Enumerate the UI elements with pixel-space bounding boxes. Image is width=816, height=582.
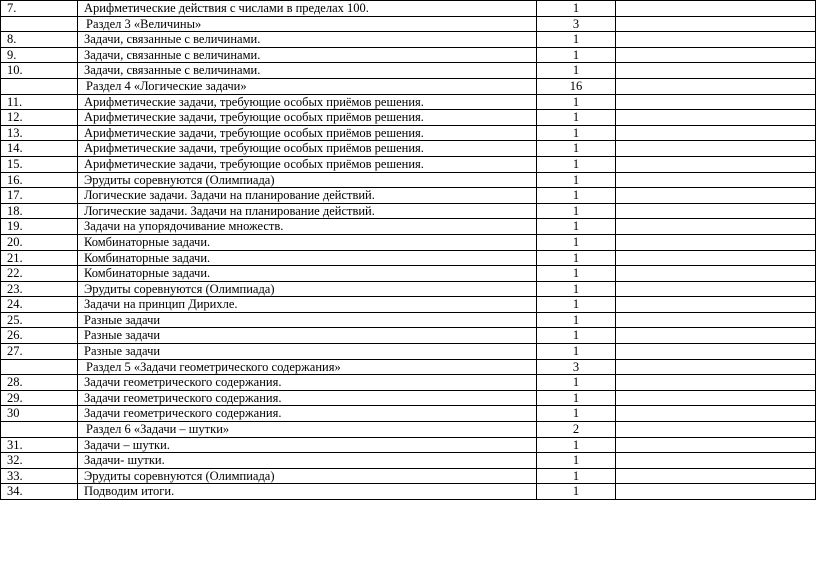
hours-cell: 1: [537, 375, 616, 391]
section-row: [1, 16, 816, 32]
empty-cell: [616, 484, 816, 500]
table-row: [1, 125, 816, 141]
table-row: [1, 219, 816, 235]
hours-cell: 1: [537, 63, 616, 79]
hours-cell: 1: [537, 328, 616, 344]
hours-cell: 1: [537, 250, 616, 266]
table-row: [1, 32, 816, 48]
hours-cell: 1: [537, 484, 616, 500]
empty-cell: [616, 94, 816, 110]
lesson-number-cell: 21.: [1, 250, 78, 266]
lesson-topic-cell: Арифметические задачи, требующие особых приёмов решения.: [78, 141, 537, 157]
table-row: [1, 156, 816, 172]
hours-cell: 1: [537, 468, 616, 484]
lesson-topic-cell: Эрудиты соревнуются (Олимпиада): [78, 468, 537, 484]
table-row: [1, 453, 816, 469]
hours-cell: 1: [537, 219, 616, 235]
table-row: [1, 172, 816, 188]
empty-cell: [616, 156, 816, 172]
lesson-number-cell: 18.: [1, 203, 78, 219]
lesson-topic-cell: Арифметические задачи, требующие особых приёмов решения.: [78, 110, 537, 126]
table-row: [1, 312, 816, 328]
empty-cell: [616, 125, 816, 141]
table-row: [1, 1, 816, 17]
lesson-topic-cell: Задачи, связанные с величинами.: [78, 63, 537, 79]
empty-cell: [616, 1, 816, 17]
hours-cell: 1: [537, 406, 616, 422]
lesson-number-cell: 30: [1, 406, 78, 422]
lesson-topic-cell: Комбинаторные задачи.: [78, 266, 537, 282]
hours-cell: 3: [537, 16, 616, 32]
empty-cell: [616, 32, 816, 48]
empty-cell: [616, 16, 816, 32]
hours-cell: 1: [537, 281, 616, 297]
hours-cell: 1: [537, 1, 616, 17]
table-row: [1, 203, 816, 219]
empty-cell: [616, 219, 816, 235]
empty-cell: [616, 63, 816, 79]
empty-cell: [616, 110, 816, 126]
hours-cell: 3: [537, 359, 616, 375]
lesson-topic-cell: Задачи на принцип Дирихле.: [78, 297, 537, 313]
lesson-number-cell: 28.: [1, 375, 78, 391]
empty-cell: [616, 312, 816, 328]
hours-cell: 1: [537, 312, 616, 328]
lesson-topic-cell: Разные задачи: [78, 344, 537, 360]
empty-cell: [616, 250, 816, 266]
lesson-topic-cell: Задачи, связанные с величинами.: [78, 32, 537, 48]
hours-cell: 1: [537, 297, 616, 313]
lesson-topic-cell: Эрудиты соревнуются (Олимпиада): [78, 172, 537, 188]
lesson-number-cell: 14.: [1, 141, 78, 157]
table-row: [1, 328, 816, 344]
hours-cell: 1: [537, 141, 616, 157]
hours-cell: 1: [537, 125, 616, 141]
lesson-topic-cell: Задачи геометрического содержания.: [78, 390, 537, 406]
table-row: [1, 297, 816, 313]
table-row: [1, 406, 816, 422]
hours-cell: 1: [537, 94, 616, 110]
table-row: [1, 375, 816, 391]
table-row: [1, 390, 816, 406]
empty-cell: [616, 375, 816, 391]
empty-cell: [616, 281, 816, 297]
lesson-number-cell: 8.: [1, 32, 78, 48]
lesson-topic-cell: Задачи геометрического содержания.: [78, 375, 537, 391]
lesson-topic-cell: Разные задачи: [78, 312, 537, 328]
lesson-number-cell: 22.: [1, 266, 78, 282]
empty-cell: [616, 328, 816, 344]
empty-cell: [616, 344, 816, 360]
lesson-topic-cell: Комбинаторные задачи.: [78, 250, 537, 266]
table-row: [1, 266, 816, 282]
empty-cell: [616, 422, 816, 438]
lesson-number-cell: 34.: [1, 484, 78, 500]
lesson-topic-cell: Подводим итоги.: [78, 484, 537, 500]
section-title-cell: Раздел 5 «Задачи геометрического содержания»: [78, 359, 537, 375]
lesson-number-cell: [1, 16, 78, 32]
table-row: [1, 281, 816, 297]
hours-cell: 1: [537, 344, 616, 360]
empty-cell: [616, 437, 816, 453]
table-row: [1, 484, 816, 500]
empty-cell: [616, 390, 816, 406]
lesson-number-cell: 11.: [1, 94, 78, 110]
section-title-cell: Раздел 6 «Задачи – шутки»: [78, 422, 537, 438]
empty-cell: [616, 453, 816, 469]
lesson-number-cell: 10.: [1, 63, 78, 79]
empty-cell: [616, 266, 816, 282]
hours-cell: 1: [537, 156, 616, 172]
table-row: [1, 468, 816, 484]
empty-cell: [616, 141, 816, 157]
lesson-number-cell: 29.: [1, 390, 78, 406]
empty-cell: [616, 468, 816, 484]
lesson-number-cell: 16.: [1, 172, 78, 188]
table-row: [1, 344, 816, 360]
empty-cell: [616, 78, 816, 94]
table-row: [1, 234, 816, 250]
empty-cell: [616, 188, 816, 204]
lesson-number-cell: 33.: [1, 468, 78, 484]
hours-cell: 1: [537, 188, 616, 204]
lesson-number-cell: [1, 359, 78, 375]
hours-cell: 1: [537, 110, 616, 126]
lesson-number-cell: 13.: [1, 125, 78, 141]
lesson-topic-cell: Комбинаторные задачи.: [78, 234, 537, 250]
lesson-topic-cell: Задачи геометрического содержания.: [78, 406, 537, 422]
lesson-plan-body: [1, 1, 816, 500]
lesson-number-cell: 26.: [1, 328, 78, 344]
lesson-number-cell: 27.: [1, 344, 78, 360]
lesson-topic-cell: Арифметические задачи, требующие особых приёмов решения.: [78, 94, 537, 110]
hours-cell: 1: [537, 390, 616, 406]
empty-cell: [616, 172, 816, 188]
lesson-number-cell: 24.: [1, 297, 78, 313]
hours-cell: 2: [537, 422, 616, 438]
lesson-number-cell: 23.: [1, 281, 78, 297]
lesson-topic-cell: Задачи, связанные с величинами.: [78, 47, 537, 63]
lesson-number-cell: 15.: [1, 156, 78, 172]
lesson-number-cell: 17.: [1, 188, 78, 204]
lesson-number-cell: [1, 78, 78, 94]
empty-cell: [616, 203, 816, 219]
table-row: [1, 110, 816, 126]
table-row: [1, 94, 816, 110]
hours-cell: 16: [537, 78, 616, 94]
lesson-number-cell: [1, 422, 78, 438]
lesson-topic-cell: Задачи – шутки.: [78, 437, 537, 453]
lesson-number-cell: 25.: [1, 312, 78, 328]
table-row: [1, 141, 816, 157]
table-row: [1, 47, 816, 63]
lesson-topic-cell: Логические задачи. Задачи на планирование действий.: [78, 203, 537, 219]
lesson-topic-cell: Разные задачи: [78, 328, 537, 344]
table-row: [1, 250, 816, 266]
empty-cell: [616, 297, 816, 313]
hours-cell: 1: [537, 203, 616, 219]
hours-cell: 1: [537, 172, 616, 188]
lesson-topic-cell: Арифметические действия с числами в пределах 100.: [78, 1, 537, 17]
table-row: [1, 188, 816, 204]
lesson-number-cell: 32.: [1, 453, 78, 469]
hours-cell: 1: [537, 437, 616, 453]
lesson-number-cell: 7.: [1, 1, 78, 17]
lesson-topic-cell: Эрудиты соревнуются (Олимпиада): [78, 281, 537, 297]
empty-cell: [616, 47, 816, 63]
lesson-topic-cell: Задачи- шутки.: [78, 453, 537, 469]
section-title-cell: Раздел 4 «Логические задачи»: [78, 78, 537, 94]
hours-cell: 1: [537, 47, 616, 63]
lesson-number-cell: 9.: [1, 47, 78, 63]
lesson-topic-cell: Арифметические задачи, требующие особых приёмов решения.: [78, 125, 537, 141]
hours-cell: 1: [537, 453, 616, 469]
table-row: [1, 437, 816, 453]
section-row: [1, 359, 816, 375]
lesson-topic-cell: Задачи на упорядочивание множеств.: [78, 219, 537, 235]
section-row: [1, 422, 816, 438]
hours-cell: 1: [537, 266, 616, 282]
hours-cell: 1: [537, 234, 616, 250]
lesson-number-cell: 20.: [1, 234, 78, 250]
section-row: [1, 78, 816, 94]
lesson-number-cell: 12.: [1, 110, 78, 126]
empty-cell: [616, 406, 816, 422]
empty-cell: [616, 359, 816, 375]
empty-cell: [616, 234, 816, 250]
table-row: [1, 63, 816, 79]
lesson-topic-cell: Арифметические задачи, требующие особых приёмов решения.: [78, 156, 537, 172]
lesson-topic-cell: Логические задачи. Задачи на планирование действий.: [78, 188, 537, 204]
lesson-number-cell: 31.: [1, 437, 78, 453]
lesson-number-cell: 19.: [1, 219, 78, 235]
hours-cell: 1: [537, 32, 616, 48]
section-title-cell: Раздел 3 «Величины»: [78, 16, 537, 32]
